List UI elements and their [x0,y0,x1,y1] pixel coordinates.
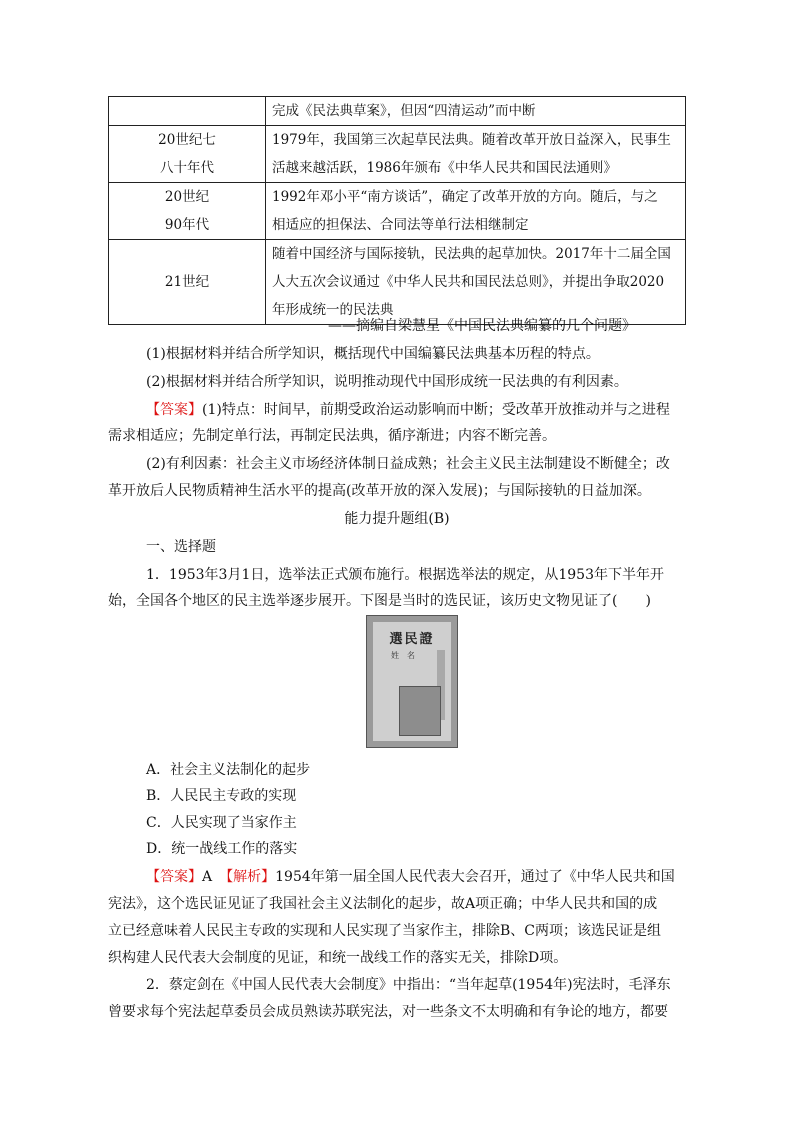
content-cell [266,97,686,126]
answer-letter: A [202,869,213,885]
history-table [108,96,686,325]
card-body [373,622,451,741]
content-line: 1979年，我国第三次起草民法典。随着改革开放日益深入，民事生 [272,132,671,148]
part-title: 一、选择题 [146,539,216,555]
period-line: 90年代 [164,217,210,233]
period-cell [109,126,266,183]
option-b: B．人民民主专政的实现 [146,788,297,804]
answer-paragraph [146,396,670,424]
table-row [109,183,686,240]
answer-tag: 【答案】 [146,869,202,885]
question-2: (2)根据材料并结合所学知识，说明推动现代中国形成统一民法典的有利因素。 [146,374,628,390]
period-line: 21世纪 [164,274,210,290]
stamp-seal [399,686,441,736]
content-line: 完成《民法典草案》，但因“四清运动”而中断 [272,103,536,119]
question-1: (1)根据材料并结合所学知识，概括现代中国编纂民法典基本历程的特点。 [146,346,600,362]
option-c: C．人民实现了当家作主 [146,815,297,831]
option-a: A．社会主义法制化的起步 [146,762,311,778]
period-line: 20世纪七 [158,132,216,148]
content-line: 活越来越活跃，1986年颁布《中华人民共和国民法通则》 [272,160,617,176]
period-cell [109,240,266,325]
voter-card-image [366,615,458,748]
analysis-tag: 【解析】 [226,869,276,885]
answer-paragraph [146,863,675,891]
period-cell [109,97,266,126]
answer-tag: 【答案】 [146,402,202,418]
period-cell [109,183,266,240]
answer-text: (2)有利因素：社会主义市场经济体制日益成熟；社会主义民主法制建设不断健全；改 [146,456,670,472]
answer-text: 立已经意味着人民民主专政的实现和人民实现了当家作主，排除B、C两项；该选民证是组 [108,923,661,939]
table-row [109,97,686,126]
period-line: 20世纪 [164,189,210,205]
question-text: 始，全国各个地区的民主选举逐步展开。下图是当时的选民证，该历史文物见证了( ) [108,593,651,609]
content-line: 年形成统一的民法典 [272,302,394,318]
content-line: 随着中国经济与国际接轨，民法典的起草加快。2017年十二届全国 [272,246,671,262]
answer-text: 需求相适应；先制定单行法，再制定民法典，循序渐进；内容不断完善。 [108,428,556,444]
card-title: 選民證 [389,632,435,647]
answer-text: 1954年第一届全国人民代表大会召开，通过了《中华人民共和国 [275,869,675,885]
source-citation: ——摘编自梁慧星《中国民法典编纂的几个问题》 [328,318,636,334]
period-line: 八十年代 [160,160,214,176]
content-cell [266,183,686,240]
answer-text: (1)特点：时间早，前期受政治运动影响而中断；受改革开放推动并与之进程 [202,402,670,418]
content-line: 相适应的担保法、合同法等单行法相继制定 [272,217,529,233]
section-title: 能力提升题组(B) [344,511,450,527]
content-line: 人大五次会议通过《中华人民共和国民法总则》，并提出争取2020 [272,274,665,290]
table-row [109,126,686,183]
answer-text: 革开放后人民物质精神生活水平的提高(改革开放的深入发展)；与国际接轨的日益加深。 [108,483,651,499]
answer-text: 宪法》，这个选民证见证了我国社会主义法制化的起步，故A项正确；中华人民共和国的成 [108,896,658,912]
question-text: 1．1953年3月1日，选举法正式颁布施行。根据选举法的规定，从1953年下半年开 [146,567,664,583]
question-text: 曾要求每个宪法起草委员会成员熟读苏联宪法，对一些条文不太明确和有争论的地方，都要 [108,1004,668,1020]
content-line: 1992年邓小平“南方谈话”，确定了改革开放的方向。随后，与之 [272,189,658,205]
question-text: 2．蔡定剑在《中国人民代表大会制度》中指出：“当年起草(1954年)宪法时，毛泽东 [146,977,671,993]
answer-text: 织构建人民代表大会制度的见证，和统一战线工作的落实无关，排除D项。 [108,950,568,966]
option-d: D．统一战线工作的落实 [146,841,298,857]
card-name-label: 姓 名 [391,651,415,660]
content-cell [266,126,686,183]
